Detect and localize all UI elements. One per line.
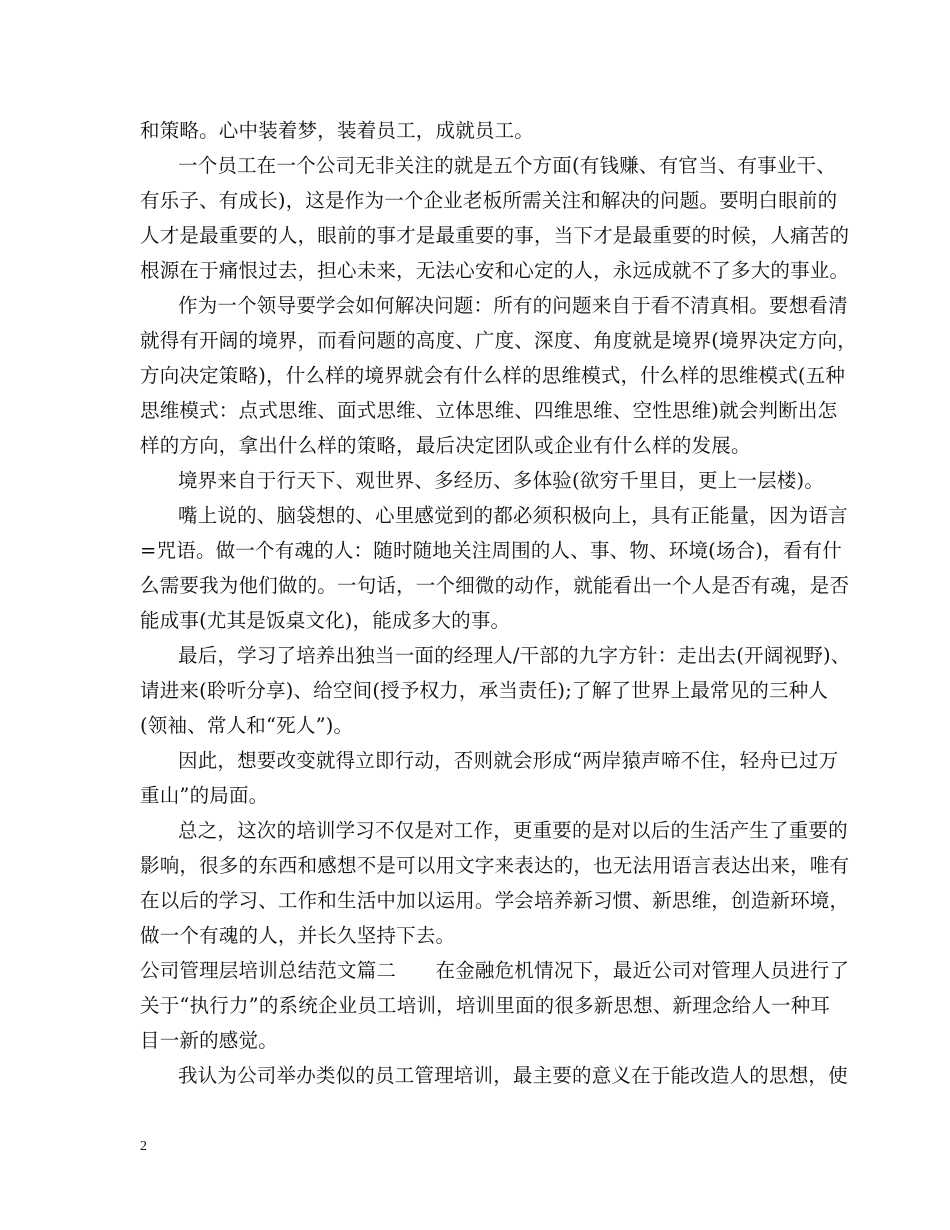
text-line: 思维模式：点式思维、面式思维、立体思维、四维思维、空性思维)就会判断出怎 xyxy=(140,399,838,422)
text-line: 重山”的局面。 xyxy=(140,784,269,807)
text-line: 嘴上说的、脑袋想的、心里感觉到的都必须积极向上，具有正能量，因为语言 xyxy=(178,504,848,527)
text-line: (领袖、常人和“死人”)。 xyxy=(140,714,354,737)
text-line: 根源在于痛恨过去，担心未来，无法心安和心定的人，永远成就不了多大的事业。 xyxy=(140,259,850,282)
text-line: 有乐子、有成长)，这是作为一个企业老板所需关注和解决的问题。要明白眼前的 xyxy=(140,189,838,212)
page-number: 2 xyxy=(140,1139,147,1154)
text-line: 一个员工在一个公司无非关注的就是五个方面(有钱赚、有官当、有事业干、 xyxy=(178,154,836,177)
text-line: 公司管理层培训总结范文篇二 在金融危机情况下，最近公司对管理人员进行了 xyxy=(140,959,850,982)
text-line: 就得有开阔的境界，而看问题的高度、广度、深度、角度就是境界(境界决定方向， xyxy=(140,329,858,352)
text-line: 因此，想要改变就得立即行动，否则就会形成“两岸猿声啼不住，轻舟已过万 xyxy=(178,749,839,772)
text-line: 境界来自于行天下、观世界、多经历、多体验(欲穷千里目，更上一层楼)。 xyxy=(178,469,825,492)
text-line: 么需要我为他们做的。一句话，一个细微的动作，就能看出一个人是否有魂，是否 xyxy=(140,574,850,597)
text-line: 目一新的感觉。 xyxy=(140,1029,278,1052)
text-line: =咒语。做一个有魂的人：随时随地关注周围的人、事、物、环境(场合)，看有什 xyxy=(140,539,842,562)
text-line: 关于“执行力”的系统企业员工培训，培训里面的很多新思想、新理念给人一种耳 xyxy=(140,994,831,1017)
text-line: 能成事(尤其是饭桌文化)，能成多大的事。 xyxy=(140,609,511,632)
text-line: 最后，学习了培养出独当一面的经理人/干部的九字方针：走出去(开阔视野)、 xyxy=(178,644,851,667)
text-line: 人才是最重要的人，眼前的事才是最重要的事，当下才是最重要的时候，人痛苦的 xyxy=(140,224,850,247)
text-line: 样的方向，拿出什么样的策略，最后决定团队或企业有什么样的发展。 xyxy=(140,434,751,457)
text-line: 影响，很多的东西和感想不是可以用文字来表达的，也无法用语言表达出来，唯有 xyxy=(140,854,850,877)
text-line: 请进来(聆听分享)、给空间(授予权力，承当责任);了解了世界上最常见的三种人 xyxy=(140,679,829,702)
text-line: 方向决定策略)，什么样的境界就会有什么样的思维模式，什么样的思维模式(五种 xyxy=(140,364,846,387)
text-line: 在以后的学习、工作和生活中加以运用。学会培养新习惯、新思维，创造新环境， xyxy=(140,889,850,912)
text-line: 总之，这次的培训学习不仅是对工作，更重要的是对以后的生活产生了重要的 xyxy=(178,819,848,842)
text-line: 和策略。心中装着梦，装着员工，成就员工。 xyxy=(140,119,535,142)
text-line: 作为一个领导要学会如何解决问题：所有的问题来自于看不清真相。要想看清 xyxy=(178,294,848,317)
text-line: 做一个有魂的人，并长久坚持下去。 xyxy=(140,924,456,947)
text-line: 我认为公司举办类似的员工管理培训，最主要的意义在于能改造人的思想，使 xyxy=(178,1064,848,1087)
